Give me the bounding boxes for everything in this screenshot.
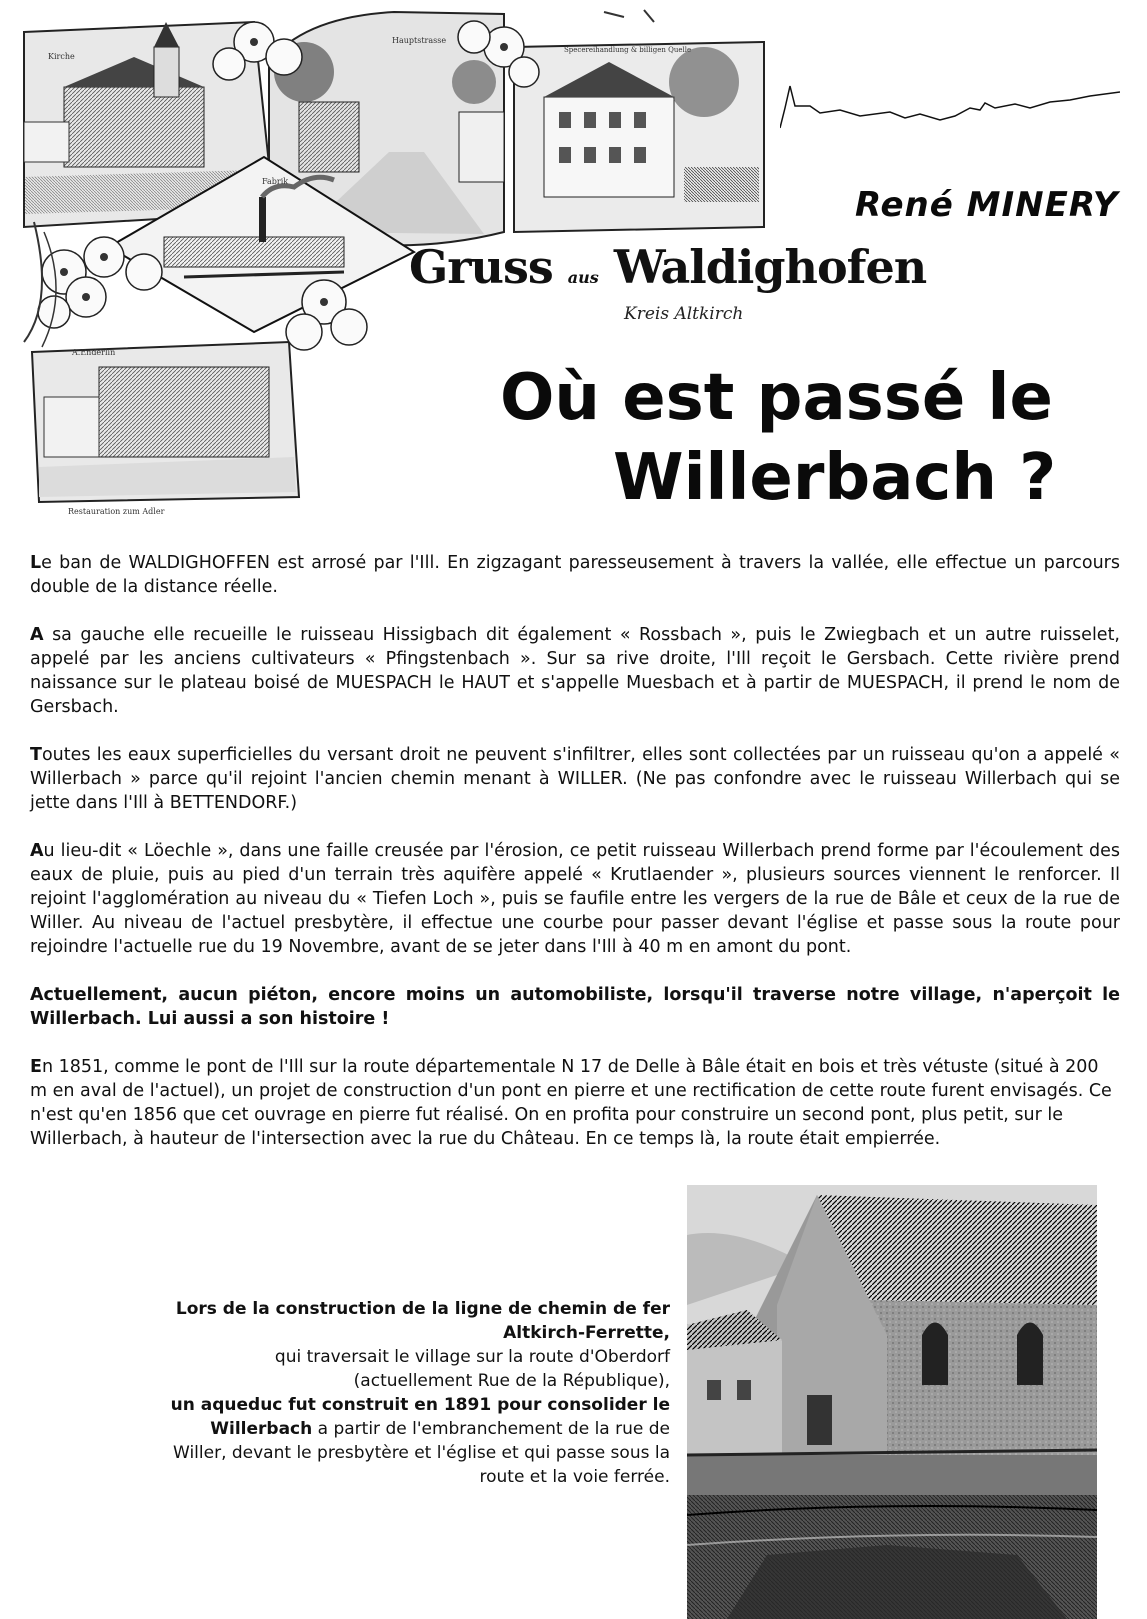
postcard-label-restauration: Restauration zum Adler	[68, 507, 165, 516]
dropcap-6: E	[30, 1057, 42, 1077]
postcard-greeting	[409, 240, 926, 294]
page-title	[495, 358, 1135, 518]
paragraph-5-highlight: Actuellement, aucun piéton, encore moins un automobiliste, lorsqu'il traverse notre village, n'aperçoit le Willerbach. Lui aussi a son histoire !	[30, 985, 1120, 1029]
caption-bold-2: un aqueduc fut construit en 1891 pour consolider le Willerbach	[170, 1395, 670, 1439]
paragraph-4-text: u lieu-dit « Löechle », dans une faille creusée par l'érosion, ce petit ruisseau Willerbach prend forme par l'écoulement des eaux de pluie, puis au pied d'un terrain très aquifère appelé « Krutlaender », plusieurs sources viennent le renforcer. Il rejoint l'agglomération au niveau du « Tiefen Loch », puis se faufile entre les vergers de la rue de Bâle et ceux de la rue de Willer. Au niveau de l'actuel presbytère, il effectue une courbe pour passer devant l'église et passe sous la route pour rejoindre l'actuelle rue du 19 Novembre, avant de se jeter dans l'Ill à 40 m en amont du pont.	[30, 841, 1120, 957]
caption-text-2: a partir de l'embranchement de la rue de Willer, devant le presbytère et l'église et qui passe sous la route et la voie ferrée.	[173, 1419, 670, 1487]
caption-text-1: qui traversait le village sur la route d'Oberdorf (actuellement Rue de la République),	[274, 1347, 670, 1391]
dropcap-2: A	[30, 625, 44, 645]
paragraph-1	[30, 551, 1120, 599]
postcard-kreis: Kreis Altkirch	[624, 304, 744, 324]
paragraph-1-text: e ban de WALDIGHOFFEN est arrosé par l'Ill. En zigzagant paresseusement à travers la vallée, elle effectue un parcours double de la distance réelle.	[30, 553, 1120, 597]
church-photo	[687, 1185, 1097, 1619]
dropcap-1: L	[30, 553, 42, 573]
title-line-2: Willerbach ?	[613, 441, 1057, 515]
paragraph-3-text: outes les eaux superficielles du versant droit ne peuvent s'infiltrer, elles sont collectées par un ruisseau qu'on a appelé « Willerbach » parce qu'il rejoint l'ancien chemin menant à WILLER. (Ne pas confondre avec le ruisseau Willerbach qui se jette dans l'Ill à BETTENDORF.)	[30, 745, 1120, 813]
paragraph-6	[30, 1055, 1120, 1151]
dropcap-3: T	[30, 745, 42, 765]
caption-bold-1: Lors de la construction de la ligne de chemin de fer Altkirch-Ferrette,	[175, 1299, 670, 1343]
postcard-label-kirche: Kirche	[48, 52, 75, 61]
postcard-label-shop: Specereihandlung & billigen Quelle	[564, 46, 692, 54]
postcard-label-hauptstrasse: Hauptstrasse	[392, 36, 447, 45]
dropcap-4: A	[30, 841, 44, 861]
author-name: René MINERY	[855, 185, 1119, 225]
paragraph-3	[30, 743, 1120, 815]
title-line-1: Où est passé le	[500, 361, 1053, 435]
postcard-gruss: Gruss	[409, 240, 553, 294]
paragraph-2-text: sa gauche elle recueille le ruisseau Hissigbach dit également « Rossbach », puis le Zwiegbach et un autre ruisselet, appelé par les anciens cultivateurs « Pfingstenbach ». Sur sa rive droite, l'Ill reçoit le Gersbach. Cette rivière prend naissance sur le plateau boisé de MUESPACH le HAUT et s'appelle Muesbach et à partir de MUESPACH, il prend le nom de Gersbach.	[30, 625, 1120, 717]
paragraph-4	[30, 839, 1120, 959]
paragraph-6-text: n 1851, comme le pont de l'Ill sur la route départementale N 17 de Delle à Bâle était en bois et très vétuste (situé à 200 m en aval de l'actuel), un projet de construction d'un pont en pierre et une rectification de cette route furent envisagés. Ce n'est qu'en 1856 que cet ouvrage en pierre fut réalisé. On en profita pour construire un second pont, plus petit, sur le Willerbach, à hauteur de l'intersection avec la rue du Château. En ce temps là, la route était empierrée.	[30, 1057, 1112, 1149]
paragraph-2	[30, 623, 1120, 719]
church-drawing	[687, 1185, 1097, 1619]
postcard-town: Waldighofen	[613, 240, 927, 294]
photo-caption	[170, 1297, 670, 1489]
village-skyline-drawing	[780, 78, 1120, 138]
postcard-label-fabrik: Fabrik	[262, 177, 289, 186]
postcard-label-enderlin: A.Enderlin	[72, 348, 116, 357]
postcard-aus: aus	[567, 268, 599, 287]
article-body	[30, 551, 1120, 1151]
